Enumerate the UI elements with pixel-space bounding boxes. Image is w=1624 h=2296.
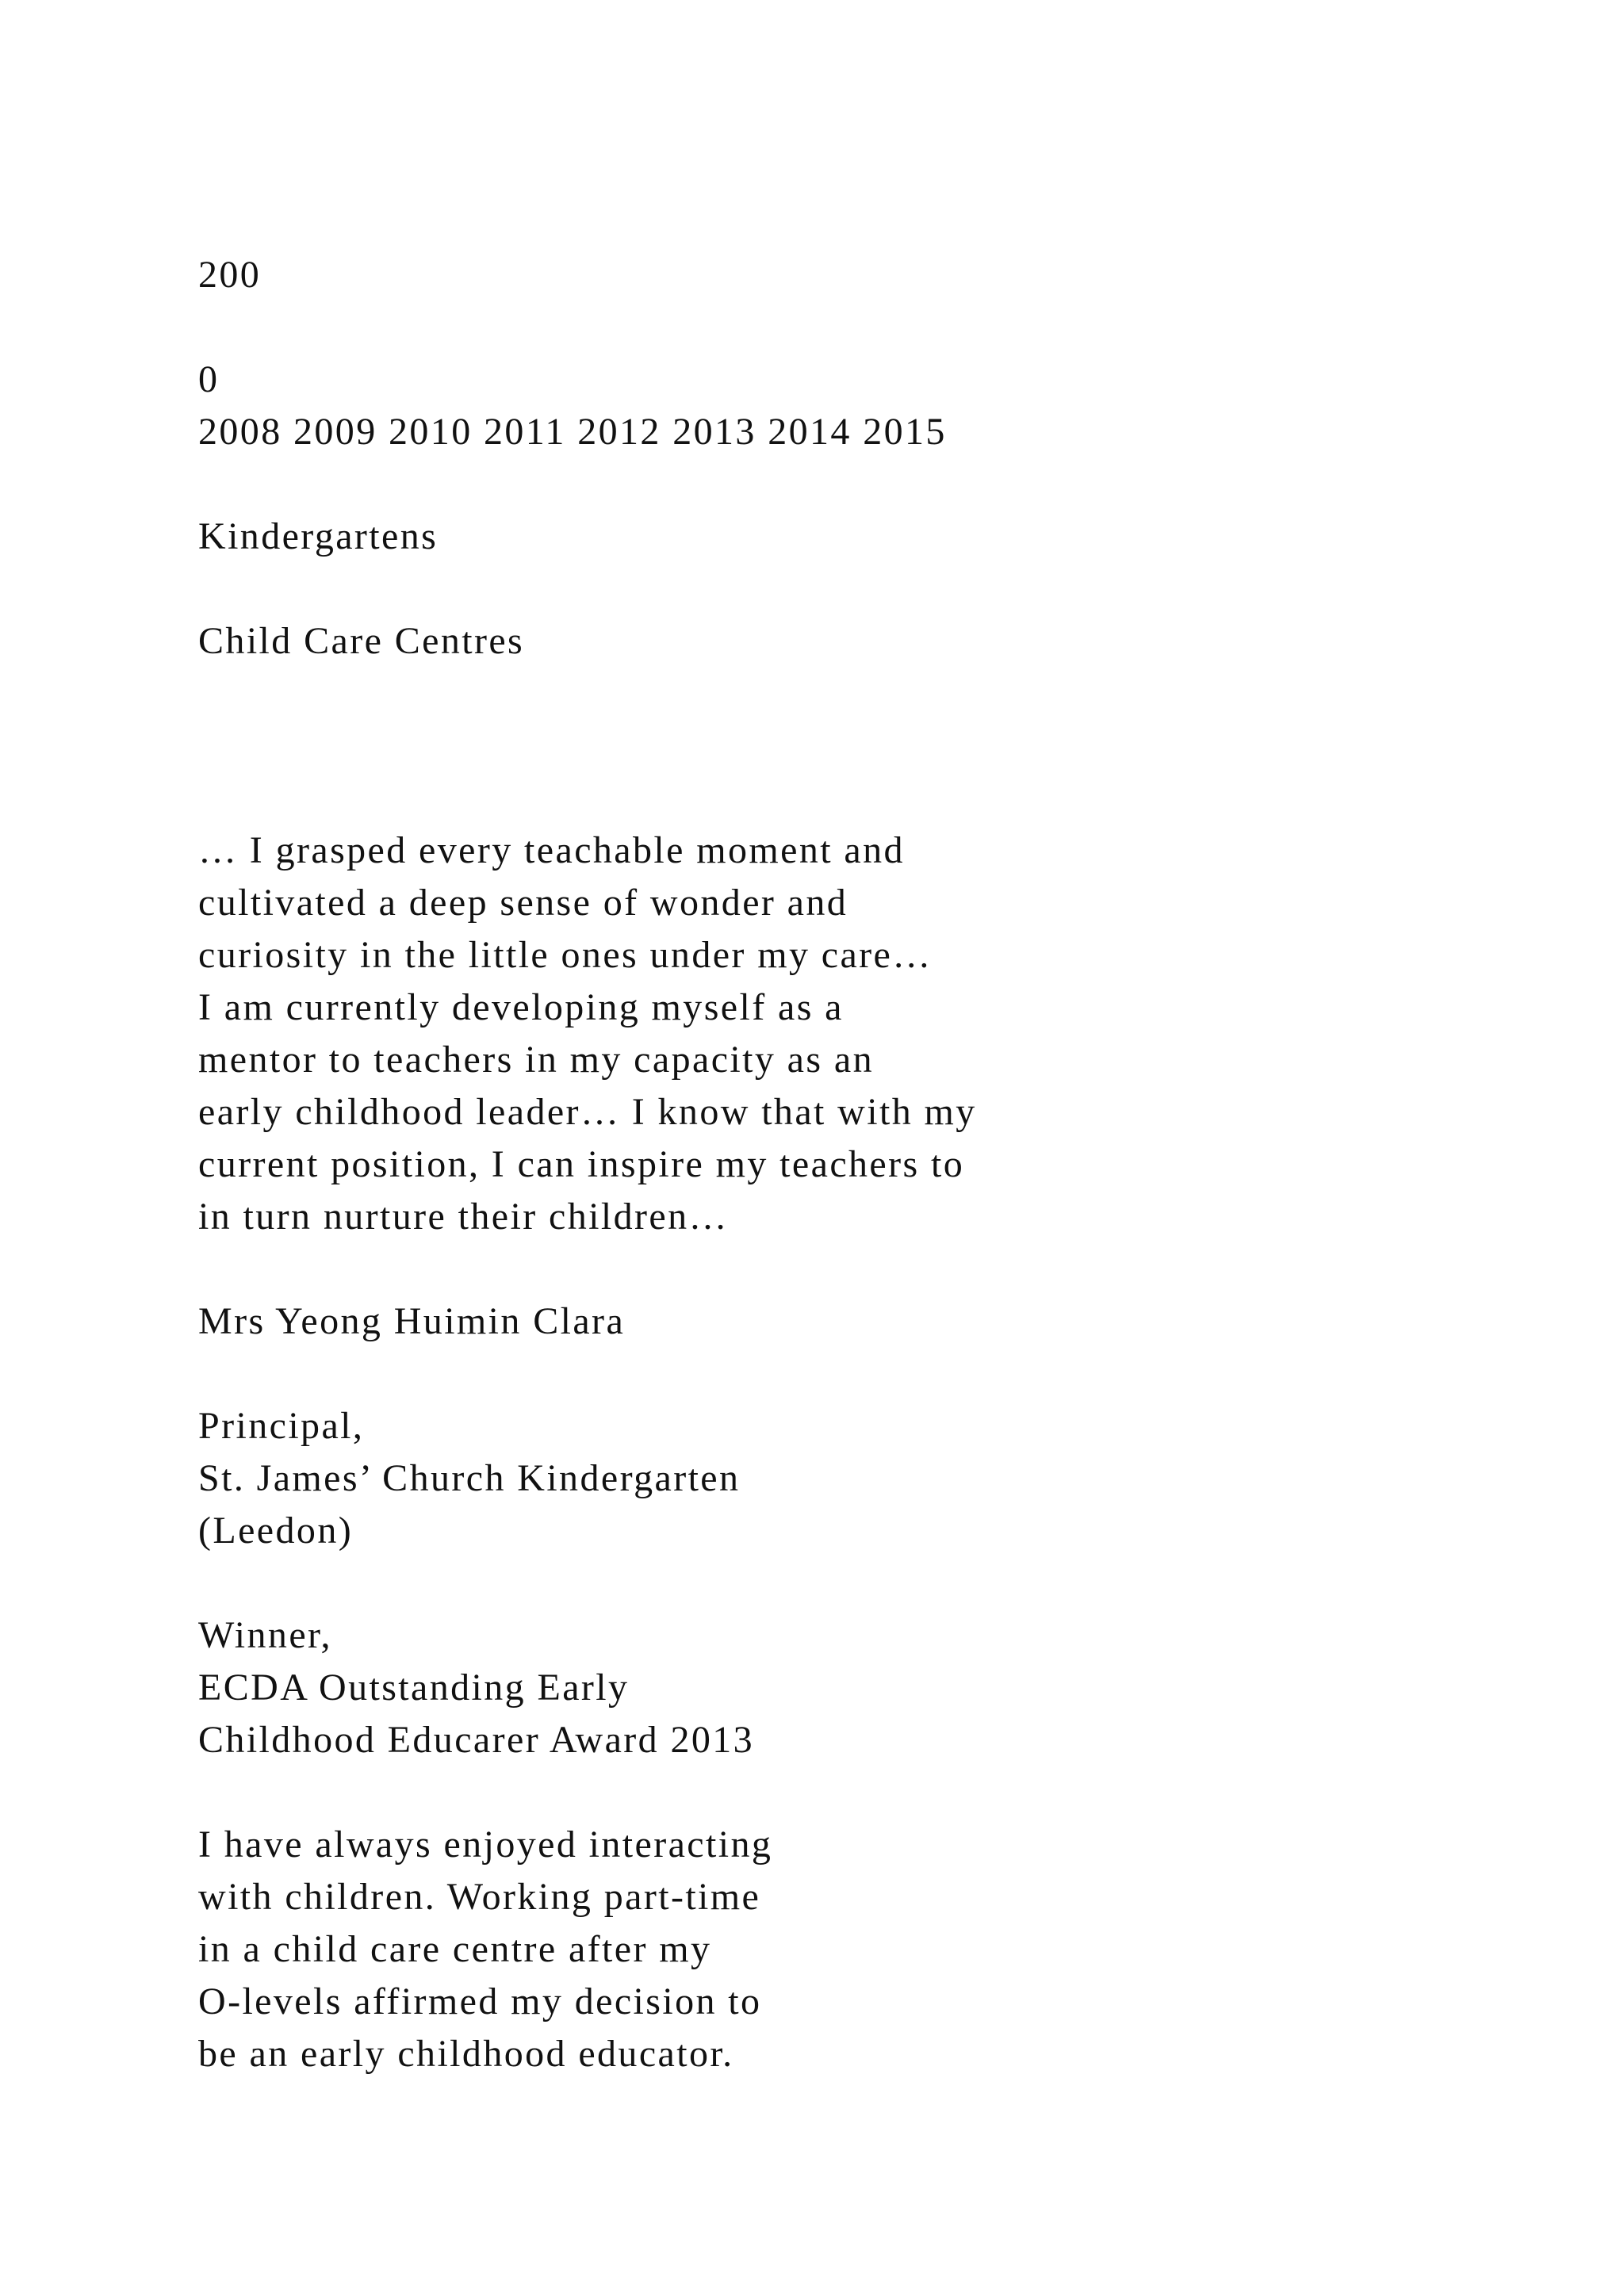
legend-kindergartens: Kindergartens [198, 515, 439, 557]
profile-role: Principal, St. James’ Church Kindergarten (Leedon) [198, 1405, 741, 1552]
axis-top-value: 200 [198, 254, 262, 296]
axis-zero-value: 0 [198, 358, 220, 400]
quote-paragraph-1: … I grasped every teachable moment and cultivated a deep sense of wonder and curiosity in the little ones under my care… I am currently developing myself as a mentor to teachers in my capacity as an early childhood leader… I know that with my current position, I can inspire my teachers to in turn nurture their children… [198, 829, 977, 1238]
axis-fragment [198, 354, 947, 458]
profile-name: Mrs Yeong Huimin Clara [198, 1300, 626, 1342]
legend-child-care-centres: Child Care Centres [198, 620, 525, 662]
axis-years: 2008 2009 2010 2011 2012 2013 2014 2015 [198, 411, 947, 453]
quote-paragraph-2: I have always enjoyed interacting with children. Working part-time in a child care centre after my O-levels affirmed my decision to be an early childhood educator. [198, 1823, 773, 2075]
profile-award: Winner, ECDA Outstanding Early Childhood Educarer Award 2013 [198, 1614, 755, 1761]
